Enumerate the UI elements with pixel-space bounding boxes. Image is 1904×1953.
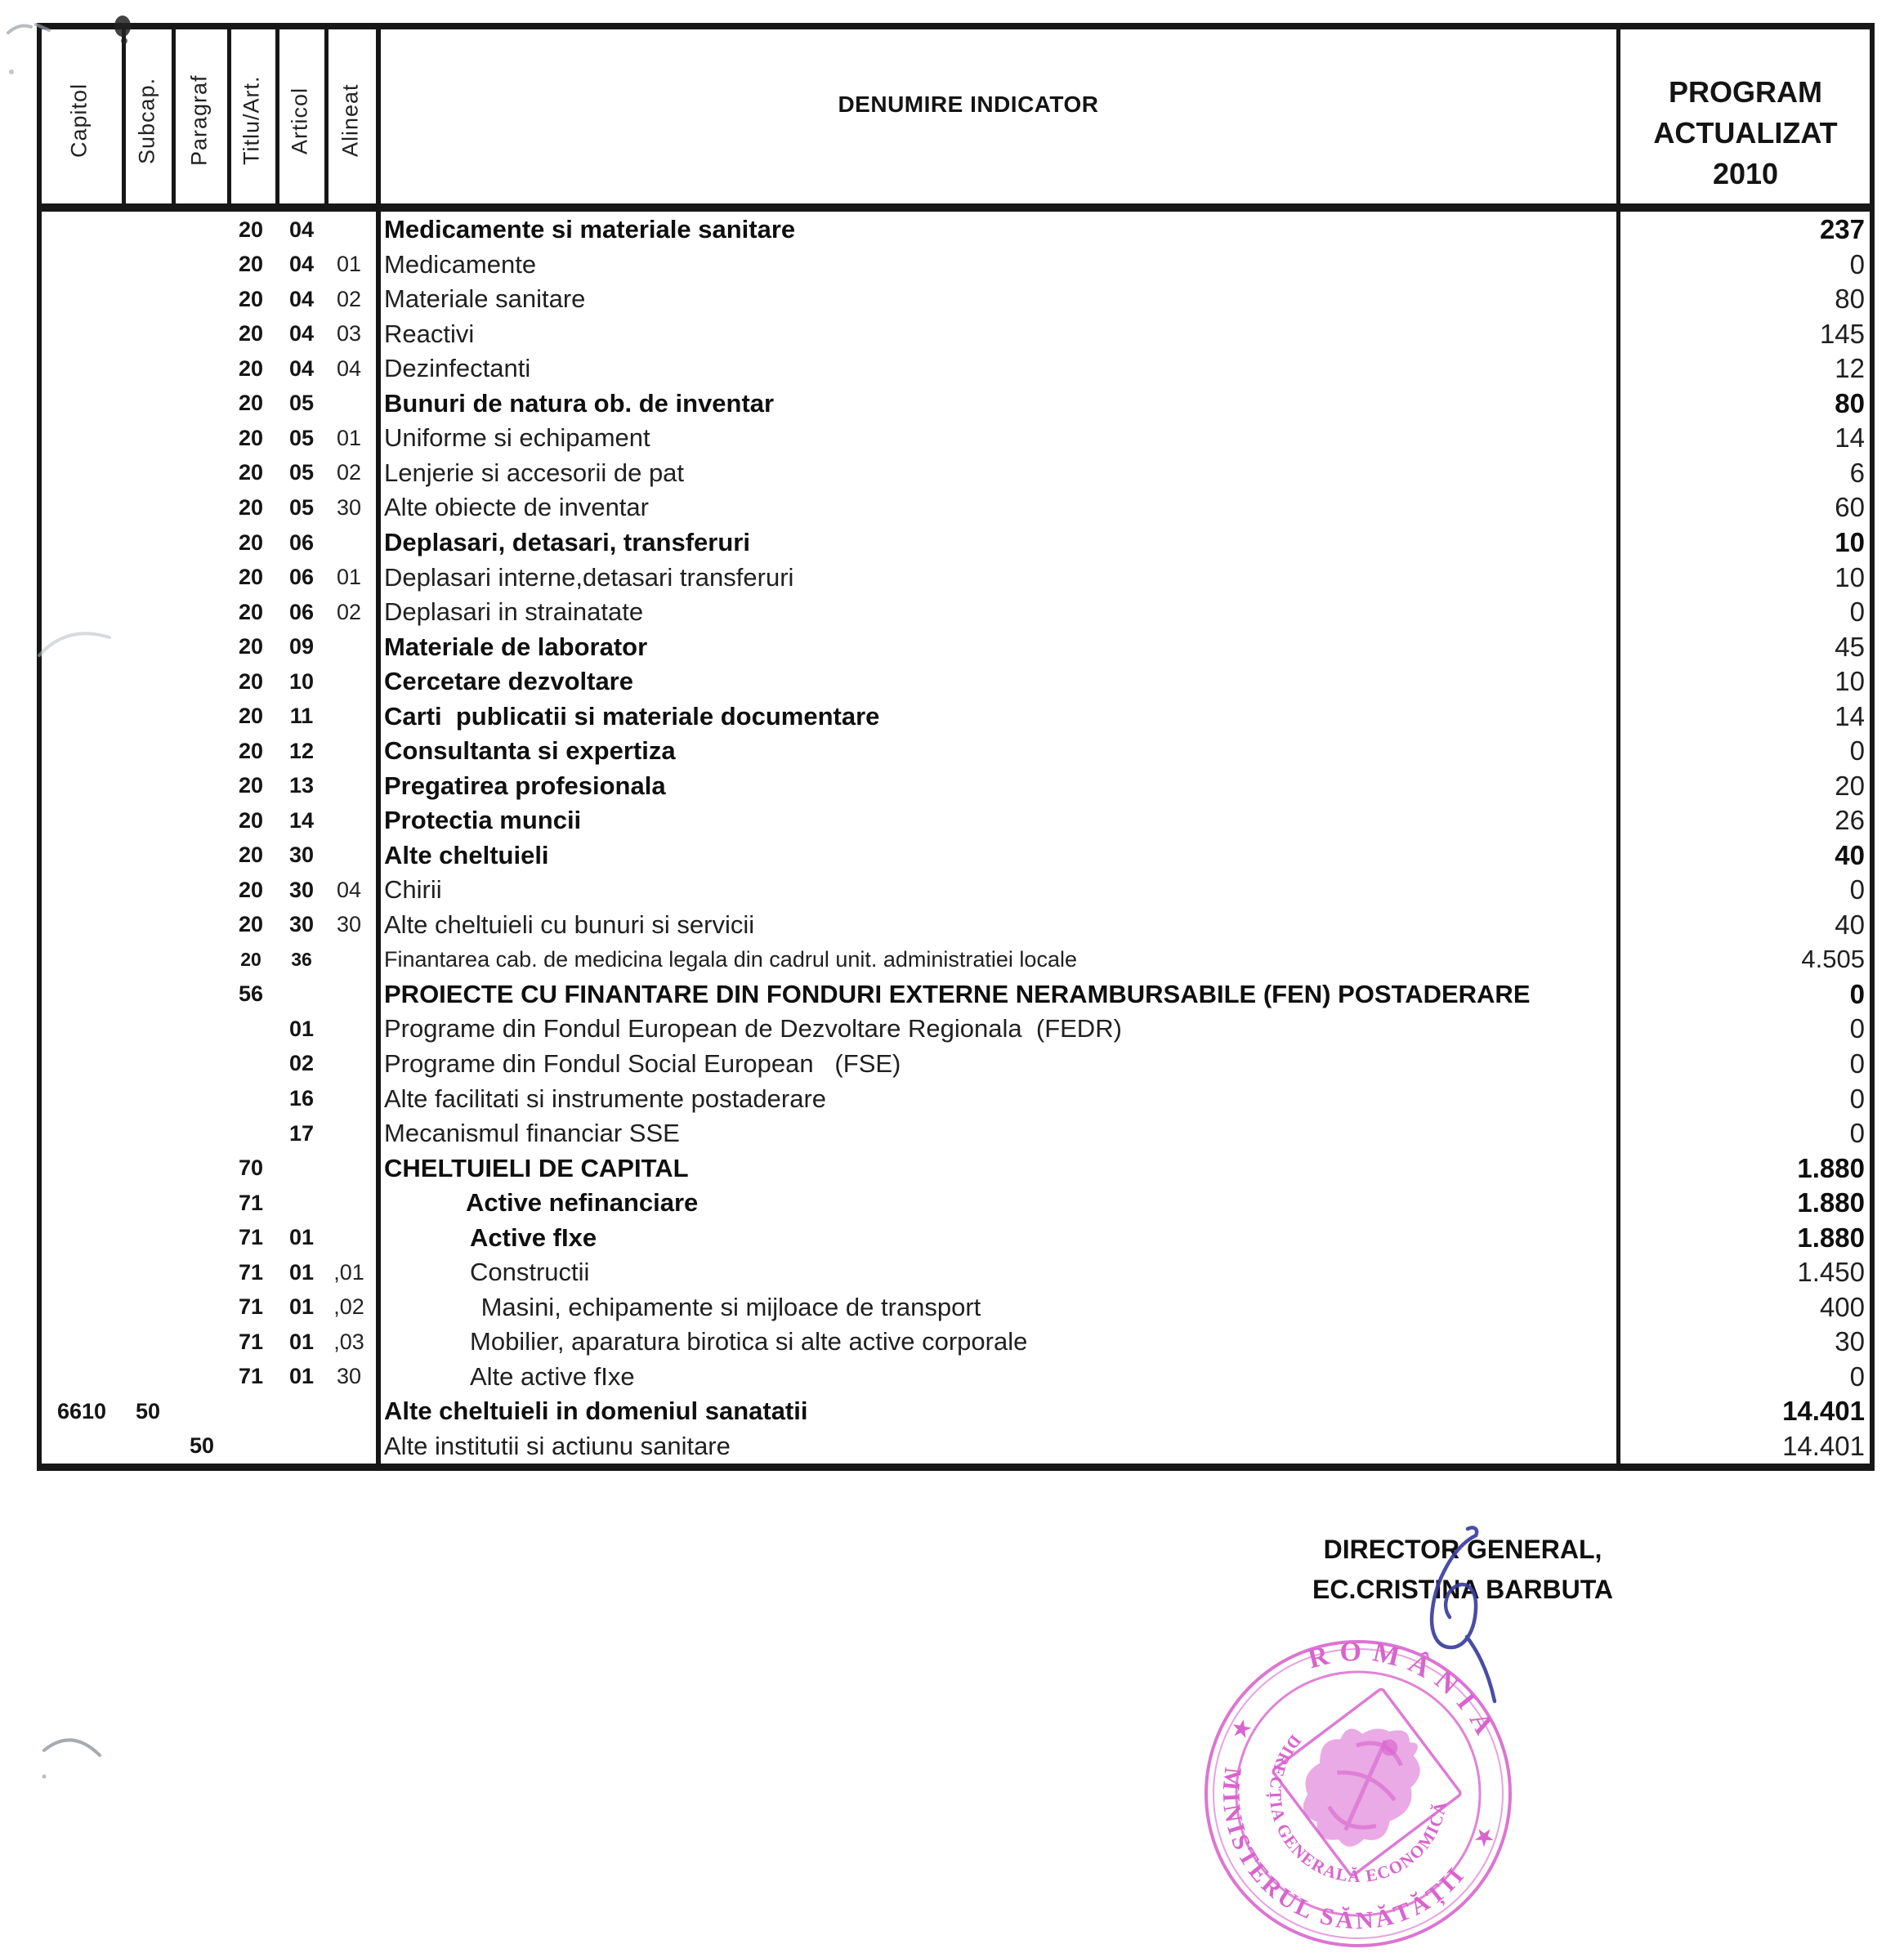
indicator-name: Alte facilitati si instrumente postaderare [384, 1084, 827, 1113]
indicator-name: Masini, echipamente si mijloace de transport [474, 1292, 981, 1321]
code-articol: 04 [288, 286, 315, 311]
code-alineat: ,01 [333, 1259, 364, 1285]
indicator-name: Programe din Fondul Social European (FSE) [384, 1048, 901, 1078]
stamp-inner-ring [1197, 1633, 1518, 1953]
table-border-top [37, 23, 1875, 29]
indicator-name: Mobilier, aparatura birotica si alte active corporale [470, 1327, 1028, 1356]
code-articol: 04 [288, 355, 315, 381]
indicator-name: Deplasari in strainatate [384, 597, 644, 627]
table-row [0, 699, 1904, 734]
table-row [0, 803, 1904, 838]
column-header-alineat: Alineat [337, 83, 363, 158]
indicator-name: Deplasari interne,detasari transferuri [384, 562, 794, 592]
code-titlu: 20 [238, 634, 264, 659]
indicator-name: Bunuri de natura ob. de inventar [384, 388, 775, 418]
code-alineat: 30 [336, 1364, 362, 1389]
code-articol: 05 [288, 425, 315, 450]
program-value: 14 [1835, 422, 1865, 454]
column-header-denumire: DENUMIRE INDICATOR [838, 92, 1099, 117]
code-alineat: 02 [336, 286, 362, 311]
table-row [0, 595, 1904, 630]
program-label-line2: ACTUALIZAT 2010 [1653, 116, 1838, 190]
code-alineat: 01 [336, 425, 362, 450]
table-row [0, 1116, 1904, 1151]
table-row [0, 248, 1904, 283]
indicator-name: Finantarea cab. de medicina legala din cadrul unit. administratiei locale [384, 946, 1077, 972]
table-row [0, 317, 1904, 352]
column-header-subcap: Subcap. [134, 77, 159, 164]
code-alineat: 01 [336, 252, 362, 277]
code-titlu: 70 [238, 1155, 264, 1181]
table-row [0, 456, 1904, 491]
table-row [0, 1220, 1904, 1255]
code-articol: 09 [288, 634, 315, 659]
program-value: 4.505 [1801, 945, 1865, 974]
program-value: 80 [1835, 284, 1865, 315]
program-value: 237 [1819, 214, 1865, 245]
code-titlu: 20 [238, 425, 264, 450]
code-articol: 01 [288, 1225, 315, 1250]
table-row [0, 387, 1904, 422]
code-articol: 01 [288, 1364, 315, 1389]
signature-block [1267, 1530, 1659, 1610]
table-row [0, 1186, 1904, 1221]
indicator-name: Alte cheltuieli [384, 840, 549, 869]
code-titlu: 56 [238, 981, 264, 1007]
stamp-coat-of-arms [1246, 1661, 1488, 1904]
program-value: 0 [1849, 1118, 1865, 1149]
code-titlu: 20 [238, 599, 264, 624]
code-articol: 05 [288, 391, 315, 416]
indicator-name: Pregatirea profesionala [384, 771, 666, 800]
indicator-name: Lenjerie si accesorii de pat [384, 458, 685, 487]
code-articol: 04 [288, 217, 315, 242]
table-row [0, 942, 1904, 977]
program-value: 20 [1835, 770, 1865, 801]
program-value: 0 [1849, 597, 1865, 628]
signature-title: DIRECTOR GENERAL, [1323, 1535, 1602, 1564]
program-value: 40 [1835, 839, 1865, 870]
code-articol: 06 [288, 599, 315, 624]
column-header-program [1621, 72, 1870, 194]
indicator-name: Uniforme si echipament [384, 423, 650, 453]
table-row [0, 490, 1904, 525]
col-divider [324, 23, 329, 211]
stamp-country-text: ROMÂNIA [1305, 1636, 1504, 1749]
code-titlu: 20 [238, 738, 264, 763]
table-border-header-bottom [37, 203, 1875, 212]
code-titlu: 20 [238, 321, 264, 346]
program-value: 12 [1835, 353, 1865, 384]
code-titlu: 20 [238, 355, 264, 381]
indicator-name: Chirii [384, 875, 442, 905]
indicator-name: Alte cheltuieli cu bunuri si servicii [384, 909, 755, 939]
program-value: 1.880 [1797, 1222, 1865, 1253]
code-articol: 04 [288, 321, 315, 346]
program-value: 14.401 [1782, 1430, 1865, 1461]
ministry-stamp [1185, 1620, 1544, 1953]
table-row [0, 1289, 1904, 1325]
program-value: 0 [1849, 1013, 1865, 1044]
program-value: 1.450 [1797, 1257, 1865, 1288]
code-alineat: 04 [336, 355, 362, 381]
code-articol: 36 [291, 948, 312, 970]
program-value: 0 [1849, 735, 1865, 766]
program-value: 40 [1835, 909, 1865, 940]
indicator-name: Alte institutii si actiunu sanitare [384, 1431, 731, 1460]
code-articol: 02 [288, 1051, 315, 1076]
code-articol: 13 [288, 773, 315, 798]
program-value: 0 [1849, 1361, 1865, 1392]
stamp-star-left: ★ [1224, 1713, 1259, 1745]
code-articol: 01 [288, 1294, 315, 1320]
indicator-name: Carti publicatii si materiale documentare [384, 701, 880, 731]
program-value: 10 [1835, 561, 1865, 592]
code-titlu: 20 [238, 565, 264, 590]
code-articol: 30 [288, 842, 315, 868]
indicator-name: CHELTUIELI DE CAPITAL [384, 1153, 689, 1182]
indicator-name: Active nefinanciare [466, 1188, 699, 1218]
stamp-ring-text: MINISTERUL SĂNĂTĂȚII [1217, 1766, 1472, 1935]
indicator-name: Mecanismul financiar SSE [384, 1119, 680, 1148]
code-titlu: 20 [238, 912, 264, 937]
code-paragraf: 50 [189, 1433, 215, 1459]
program-value: 0 [1849, 874, 1865, 905]
code-alineat: 01 [336, 565, 362, 590]
col-divider [275, 23, 279, 211]
code-titlu: 20 [238, 252, 264, 277]
scan-artifact-lower-left [33, 1716, 131, 1790]
program-value: 60 [1835, 492, 1865, 523]
program-value: 0 [1849, 1083, 1865, 1114]
code-articol: 06 [288, 565, 315, 590]
code-alineat: 03 [336, 321, 362, 346]
indicator-name: Reactivi [384, 319, 475, 348]
code-alineat: 30 [336, 912, 362, 937]
indicator-name: Alte cheltuieli in domeniul sanatatii [384, 1397, 808, 1426]
code-articol: 05 [288, 460, 315, 485]
program-value: 1.880 [1797, 1187, 1865, 1218]
code-titlu: 20 [238, 668, 264, 694]
stamp-outer-ring-inner-line [1185, 1620, 1544, 1953]
table-border-bottom [37, 1464, 1875, 1471]
code-alineat: 02 [336, 460, 362, 485]
program-value: 10 [1835, 527, 1865, 558]
table-row [0, 1360, 1904, 1395]
code-alineat: 04 [336, 877, 362, 902]
indicator-name: Consultanta si expertiza [384, 736, 676, 766]
code-articol: 01 [288, 1016, 315, 1041]
code-titlu: 71 [238, 1329, 264, 1354]
code-titlu: 20 [240, 948, 261, 970]
table-row [0, 1429, 1904, 1464]
signature-stroke [1467, 1637, 1495, 1701]
code-titlu: 71 [238, 1225, 264, 1250]
table-row [0, 1325, 1904, 1360]
program-value: 1.880 [1797, 1152, 1865, 1183]
table-row [0, 282, 1904, 317]
signature-name: EC.CRISTINA BARBUTA [1312, 1575, 1613, 1604]
code-titlu: 20 [238, 286, 264, 311]
indicator-name: Deplasari, detasari, transferuri [384, 528, 750, 557]
indicator-name: PROIECTE CU FINANTARE DIN FONDURI EXTERNE NERAMBURSABILE (FEN) POSTADERARE [384, 979, 1531, 1008]
table-row [0, 351, 1904, 387]
code-articol: 05 [288, 494, 315, 520]
program-label-line1: PROGRAM [1669, 75, 1822, 109]
program-value: 145 [1819, 318, 1865, 349]
code-subcap: 50 [135, 1398, 161, 1423]
code-articol: 12 [288, 738, 315, 763]
code-capitol: 6610 [56, 1398, 107, 1423]
code-articol: 30 [288, 877, 315, 902]
program-value: 0 [1849, 1048, 1865, 1079]
indicator-name: Alte active fIxe [470, 1361, 635, 1391]
scan-artifact-top-left [0, 0, 212, 98]
table-row [0, 1151, 1904, 1186]
program-value: 26 [1835, 805, 1865, 836]
code-alineat: ,02 [333, 1294, 364, 1320]
stamp-inner-text: DIRECȚIA GENERALĂ ECONOMICĂ [1265, 1731, 1450, 1887]
table-row [0, 421, 1904, 456]
table-body [0, 212, 1904, 1464]
table-row [0, 1047, 1904, 1082]
table-row [0, 908, 1904, 943]
table-row [0, 1255, 1904, 1290]
table-row [0, 560, 1904, 595]
code-articol: 06 [288, 530, 315, 555]
code-articol: 16 [288, 1086, 315, 1111]
indicator-name: Dezinfectanti [384, 354, 531, 383]
code-titlu: 71 [238, 1190, 264, 1215]
code-articol: 11 [289, 704, 314, 729]
col-divider [122, 23, 126, 211]
code-titlu: 71 [238, 1294, 264, 1320]
code-alineat: 02 [336, 599, 362, 624]
table-row [0, 525, 1904, 561]
column-header-capitol: Capitol [66, 83, 92, 159]
table-row [0, 1081, 1904, 1116]
table-row [0, 838, 1904, 874]
indicator-name: Cercetare dezvoltare [384, 667, 633, 696]
indicator-name: Materiale de laborator [384, 632, 648, 661]
code-articol: 10 [288, 668, 315, 694]
code-titlu: 20 [238, 391, 264, 416]
column-header-titlu: Titlu/Art. [239, 75, 264, 166]
code-articol: 30 [288, 912, 315, 937]
code-titlu: 20 [238, 460, 264, 485]
program-value: 400 [1819, 1291, 1865, 1322]
program-value: 14 [1835, 700, 1865, 731]
program-value: 14.401 [1782, 1396, 1865, 1427]
table-row [0, 769, 1904, 804]
program-value: 0 [1849, 248, 1865, 279]
code-alineat: 30 [336, 494, 362, 520]
indicator-name: Programe din Fondul European de Dezvoltare Regionala (FEDR) [384, 1014, 1122, 1044]
table-row [0, 664, 1904, 699]
table-row [0, 1012, 1904, 1047]
table-row [0, 734, 1904, 769]
code-titlu: 20 [238, 217, 264, 242]
program-value: 6 [1849, 457, 1865, 488]
code-articol: 01 [288, 1329, 315, 1354]
indicator-name: Active fIxe [470, 1222, 597, 1252]
code-articol: 14 [288, 807, 315, 833]
code-alineat: ,03 [333, 1329, 364, 1354]
table-row [0, 977, 1904, 1012]
indicator-name: Constructii [470, 1258, 590, 1287]
code-titlu: 71 [238, 1259, 264, 1285]
column-header-paragraf: Paragraf [186, 74, 212, 167]
code-titlu: 20 [238, 530, 264, 555]
code-titlu: 71 [238, 1364, 264, 1389]
col-divider [172, 23, 176, 211]
col-divider [227, 23, 231, 211]
code-articol: 17 [288, 1120, 315, 1146]
stamp-star-right: ★ [1468, 1821, 1501, 1852]
program-value: 30 [1835, 1326, 1865, 1357]
program-value: 80 [1835, 387, 1865, 418]
column-header-articol: Articol [287, 87, 312, 154]
code-articol: 04 [288, 252, 315, 277]
code-titlu: 20 [238, 807, 264, 833]
indicator-name: Medicamente si materiale sanitare [384, 215, 796, 244]
code-titlu: 20 [238, 704, 264, 729]
indicator-name: Materiale sanitare [384, 284, 586, 314]
code-titlu: 20 [238, 494, 264, 520]
program-value: 0 [1849, 978, 1865, 1009]
stamp-outer-ring [1185, 1620, 1544, 1953]
code-articol: 01 [288, 1259, 315, 1285]
indicator-name: Alte obiecte de inventar [384, 493, 649, 522]
program-value: 45 [1835, 631, 1865, 662]
code-titlu: 20 [238, 842, 264, 868]
program-value: 10 [1835, 666, 1865, 697]
table-row [0, 1394, 1904, 1429]
code-titlu: 20 [238, 877, 264, 902]
table-row [0, 212, 1904, 248]
indicator-name: Protectia muncii [384, 806, 582, 835]
indicator-name: Medicamente [384, 249, 537, 279]
table-row [0, 629, 1904, 664]
table-row [0, 873, 1904, 908]
code-titlu: 20 [238, 773, 264, 798]
